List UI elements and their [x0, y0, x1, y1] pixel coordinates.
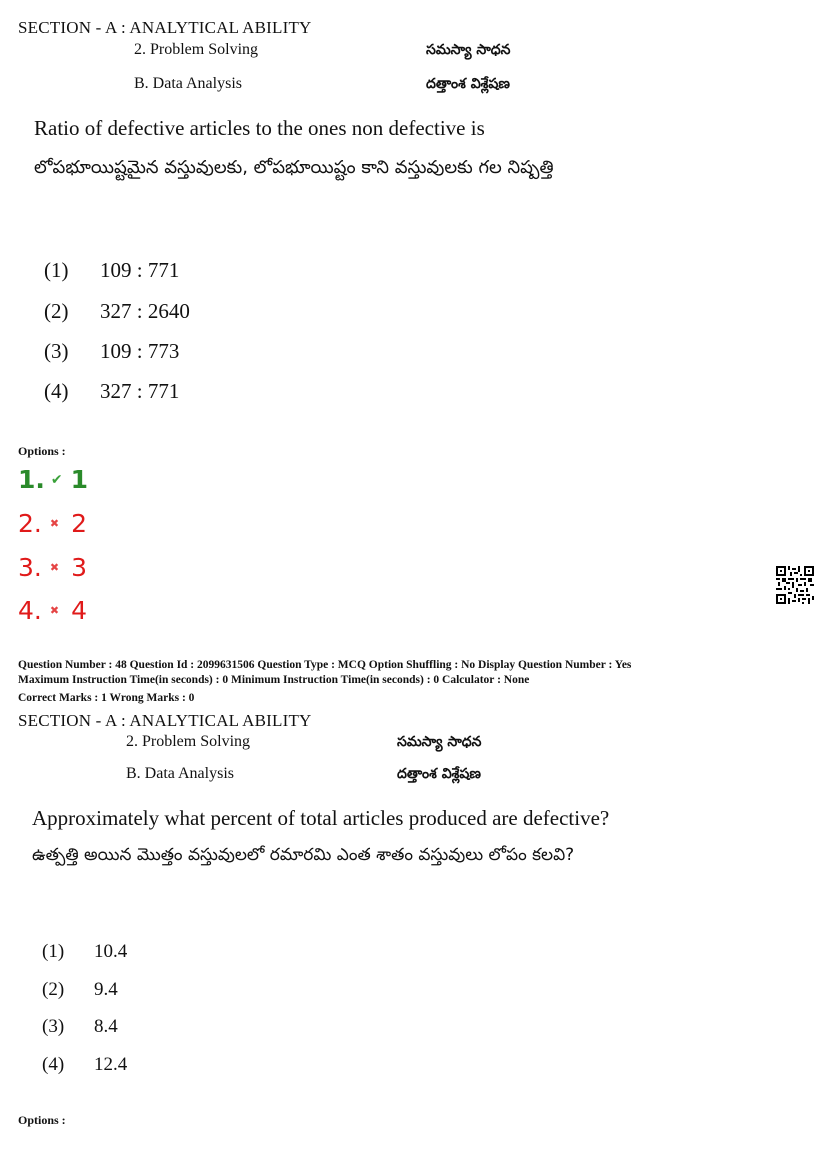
option-wrong [18, 509, 87, 538]
section-title: SECTION - A : ANALYTICAL ABILITY [18, 711, 312, 730]
choice-value: 327 : 771 [100, 379, 180, 403]
subsection-en: B. Data Analysis [126, 765, 234, 782]
question-meta: Correct Marks : 1 Wrong Marks : 0 [18, 692, 195, 704]
subsection-te: సమస్యా సాధన [426, 42, 511, 58]
option-number: 3. [18, 553, 42, 582]
choice-value: 327 : 2640 [100, 299, 190, 323]
section-title: SECTION - A : ANALYTICAL ABILITY [18, 18, 312, 37]
option-wrong [18, 596, 87, 625]
option-label: 4 [71, 596, 87, 625]
cross-icon: ✖ [49, 517, 60, 530]
subsection-te: దత్తాంశ విశ్లేషణ [397, 766, 481, 782]
question-meta: Maximum Instruction Time(in seconds) : 0 Minimum Instruction Time(in seconds) : 0 Calculator : None [18, 674, 530, 686]
cross-icon: ✖ [49, 561, 60, 574]
choice-number: (4) [44, 379, 69, 403]
subsection-te: దత్తాంశ విశ్లేషణ [426, 76, 510, 92]
question-text-en: Approximately what percent of total articles produced are defective? [32, 806, 610, 830]
cross-icon: ✖ [49, 604, 60, 617]
options-label: Options : [18, 444, 66, 458]
question-text-te: లోపభూయిష్టమైన వస్తువులకు, లోపభూయిష్టం కాని వస్తువులకు గల నిష్పత్తి [34, 157, 554, 178]
option-number: 4. [18, 596, 42, 625]
question-text-en: Ratio of defective articles to the ones non defective is [34, 116, 485, 140]
qr-code-icon [776, 566, 814, 604]
option-wrong [18, 553, 87, 582]
question-meta: Question Number : 48 Question Id : 2099631506 Question Type : MCQ Option Shuffling : No Display Question Number : Yes [18, 659, 632, 671]
choice-number: (1) [44, 258, 69, 282]
options-label: Options : [18, 1113, 66, 1127]
choice-value: 109 : 771 [100, 258, 180, 282]
check-icon: ✔ [50, 471, 63, 488]
choice-number: (3) [44, 339, 69, 363]
choice-number: (4) [42, 1054, 65, 1075]
choice-number: (2) [42, 979, 65, 1000]
choice-number: (2) [44, 299, 69, 323]
subsection-en: B. Data Analysis [134, 75, 242, 92]
subsection-en: 2. Problem Solving [126, 733, 251, 750]
option-correct [18, 465, 88, 494]
option-label: 2 [71, 509, 87, 538]
question-text-te: ఉత్పత్తి అయిన మొత్తం వస్తువులలో రమారమి ఎంత శాతం వస్తువులు లోపం కలవి? [32, 845, 575, 865]
option-number: 1. [18, 465, 45, 494]
choice-value: 8.4 [94, 1016, 118, 1037]
subsection-en: 2. Problem Solving [134, 41, 259, 58]
choice-number: (3) [42, 1016, 65, 1037]
option-label: 1 [70, 465, 89, 494]
subsection-te: సమస్యా సాధన [397, 734, 482, 750]
choice-value: 10.4 [94, 941, 128, 962]
option-label: 3 [71, 553, 87, 582]
choice-value: 9.4 [94, 979, 118, 1000]
choice-value: 109 : 773 [100, 339, 180, 363]
choice-value: 12.4 [94, 1054, 128, 1075]
option-number: 2. [18, 509, 42, 538]
choice-number: (1) [42, 941, 65, 962]
